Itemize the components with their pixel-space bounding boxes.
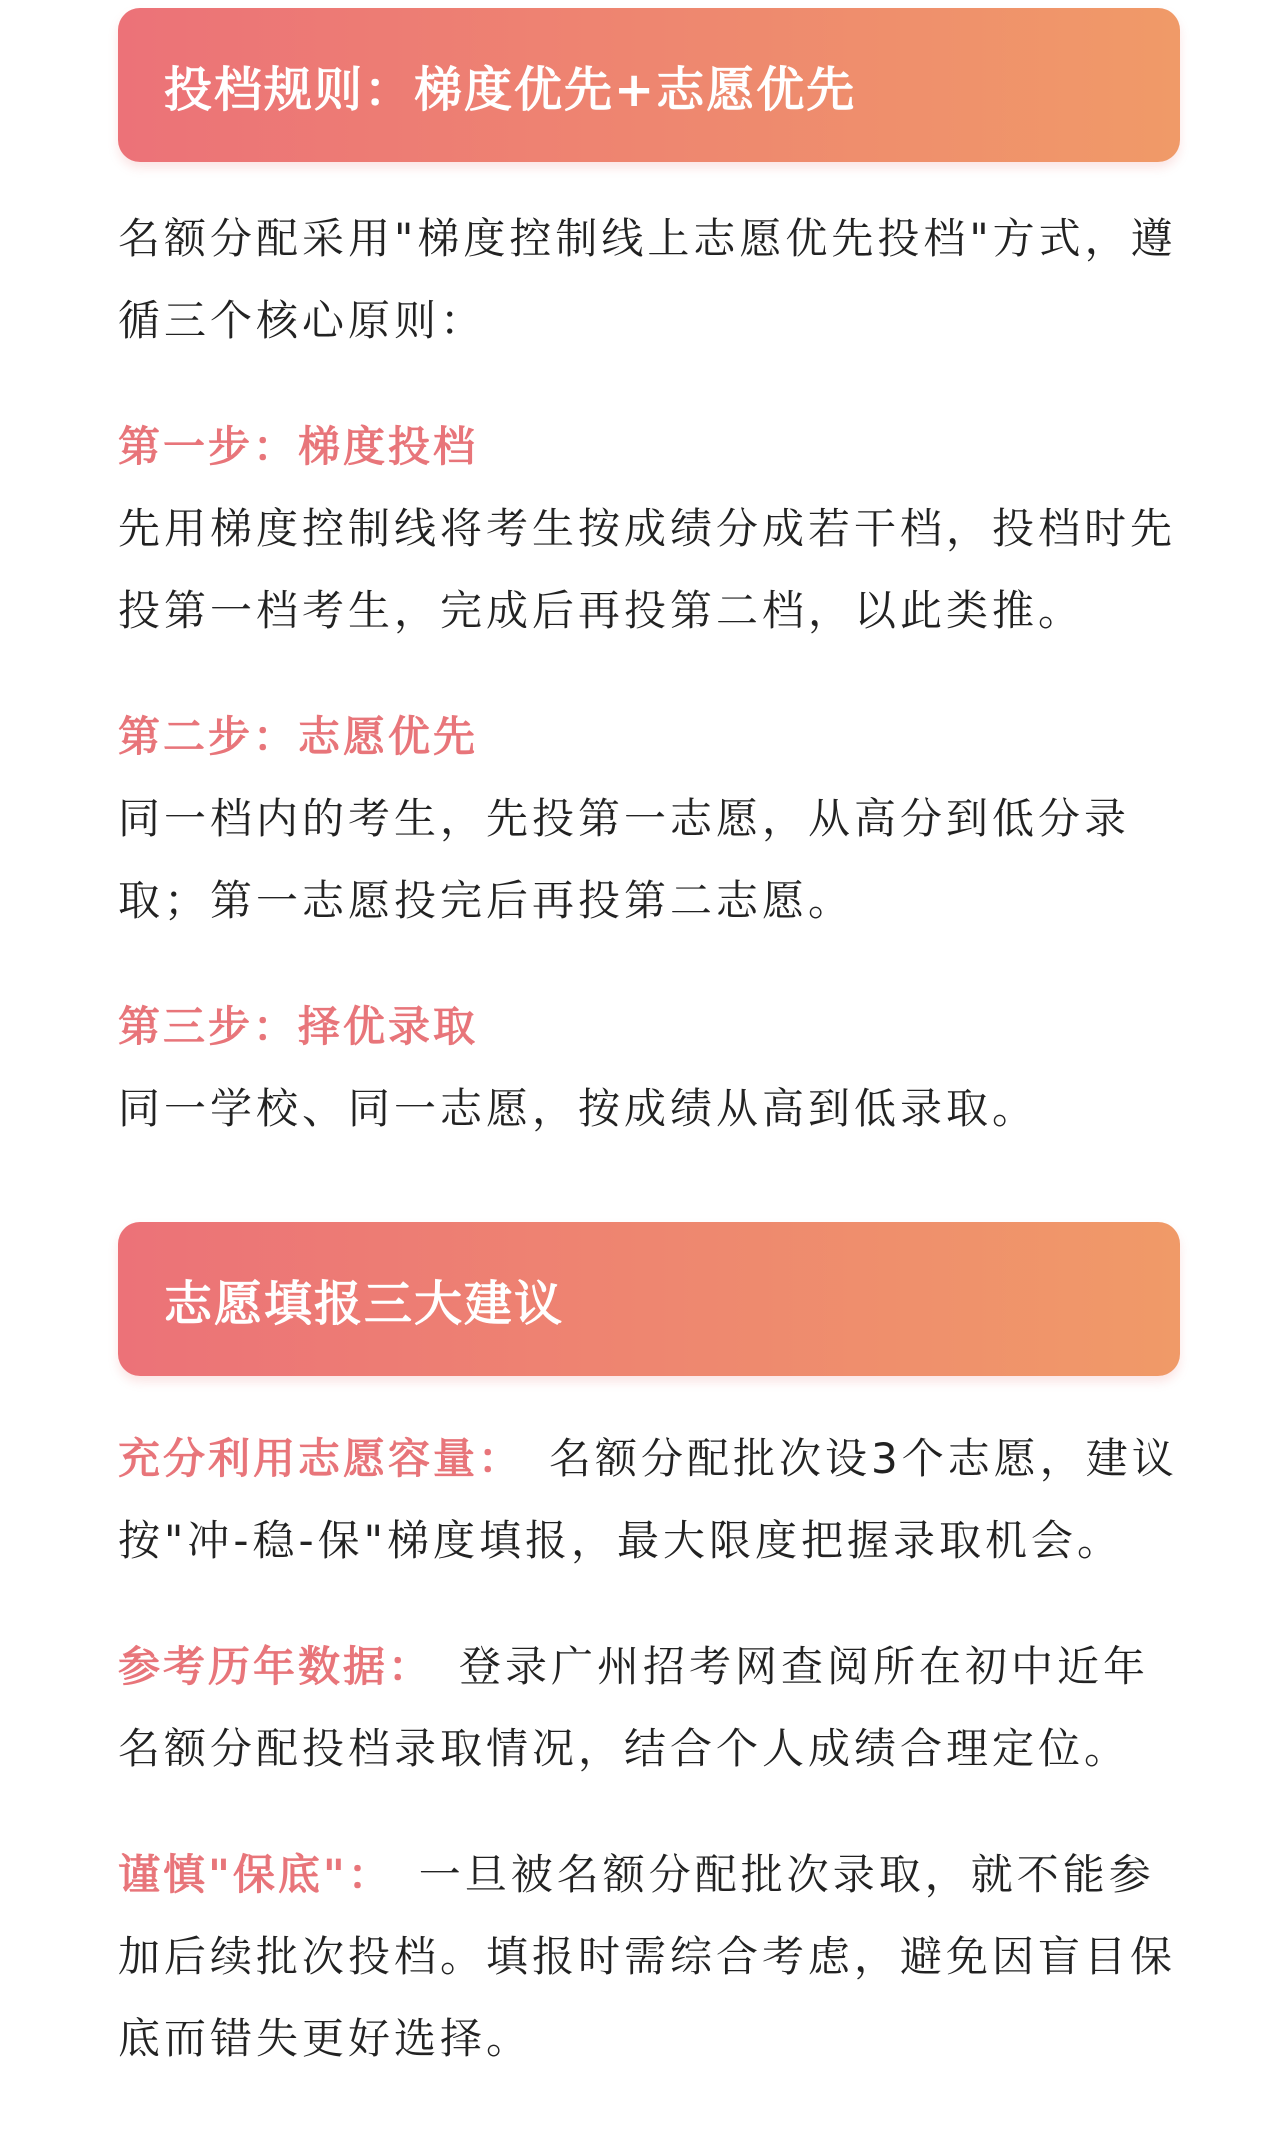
tip-body: 登录广州招考网查阅所在初中近年名额分配投档录取情况，结合个人成绩合理定位。 [118, 1642, 1150, 1773]
tip-label: 参考历年数据： [118, 1642, 434, 1691]
step-body: 同一学校、同一志愿，按成绩从高到低录取。 [118, 1084, 1039, 1133]
tip-body: 名额分配批次设3个志愿，建议按"冲-稳-保"梯度填报，最大限度把握录取机会。 [118, 1434, 1178, 1565]
step-body: 同一档内的考生，先投第一志愿，从高分到低分录取；第一志愿投完后再投第二志愿。 [118, 794, 1131, 925]
article-content [118, 8, 1180, 2080]
step-heading: 第三步：择优录取 [118, 1002, 479, 1051]
tip-label: 谨慎"保底"： [118, 1850, 393, 1899]
step-block-3 [118, 986, 1180, 1150]
tip-paragraph-1 [118, 1418, 1180, 1582]
section-title: 志愿填报三大建议 [164, 1275, 565, 1332]
section-banner-admission-rules [118, 8, 1180, 162]
tip-paragraph-2 [118, 1626, 1180, 1790]
tip-paragraph-3 [118, 1834, 1180, 2080]
step-heading: 第一步：梯度投档 [118, 422, 479, 471]
section-banner-advice [118, 1222, 1180, 1376]
tip-label: 充分利用志愿容量： [118, 1434, 524, 1483]
step-heading: 第二步：志愿优先 [118, 712, 479, 761]
step-body: 先用梯度控制线将考生按成绩分成若干档，投档时先投第一档考生，完成后再投第二档，以此类推。 [118, 504, 1177, 635]
intro-paragraph: 名额分配采用"梯度控制线上志愿优先投档"方式，遵循三个核心原则： [118, 214, 1177, 345]
tip-body: 一旦被名额分配批次录取，就不能参加后续批次投档。填报时需综合考虑，避免因盲目保底而错失更好选择。 [118, 1850, 1177, 2063]
section-title: 投档规则：梯度优先+志愿优先 [164, 61, 857, 118]
step-block-1 [118, 406, 1180, 652]
step-block-2 [118, 696, 1180, 942]
